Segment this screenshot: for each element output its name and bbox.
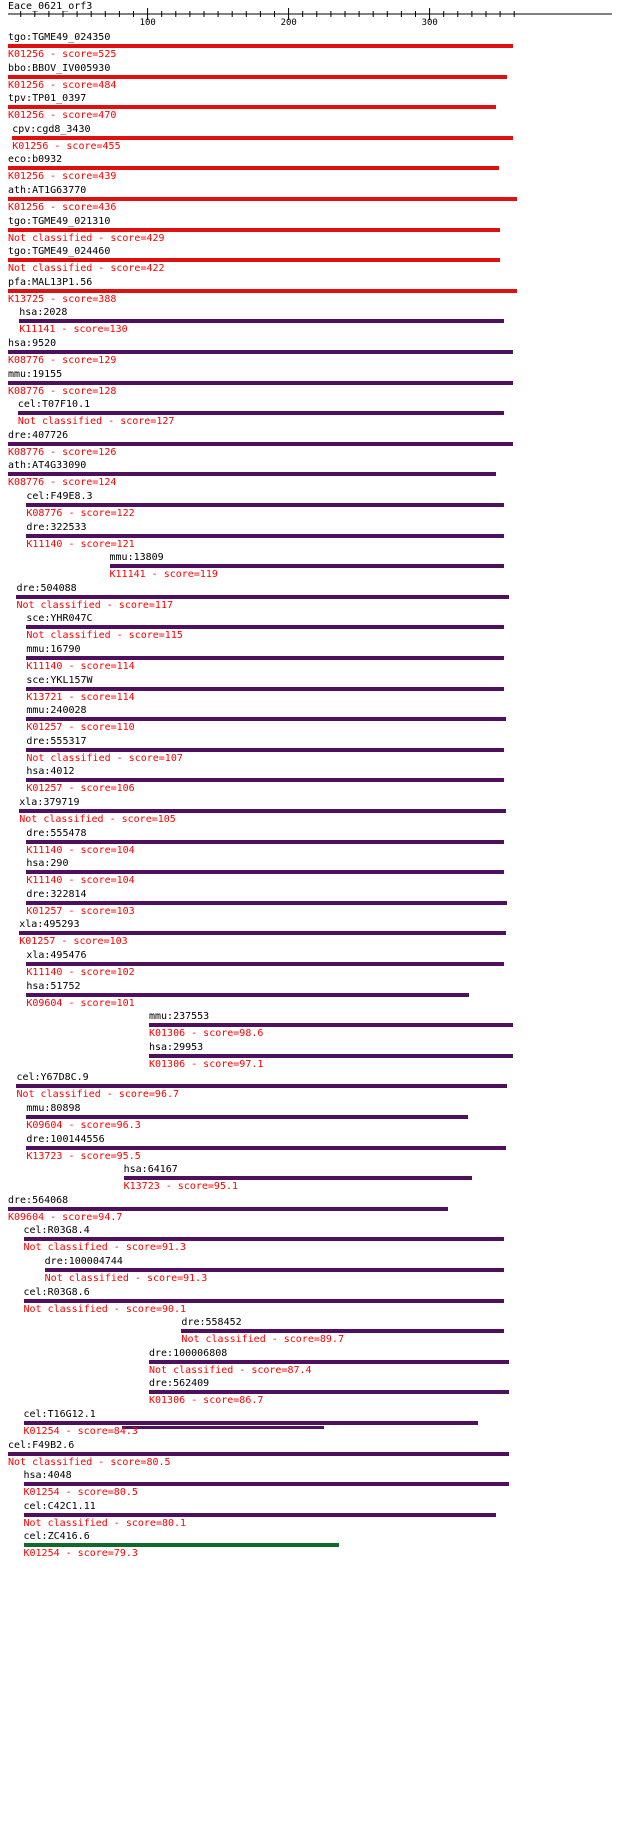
- gene-name[interactable]: ath:AT4G33090: [8, 460, 87, 472]
- gene-name[interactable]: hsa:9520: [8, 338, 57, 349]
- ko-score-label: K11140 - score=104: [26, 844, 135, 856]
- position-ruler: [0, 0, 620, 30]
- alignment-bar[interactable]: [16, 1084, 507, 1088]
- alignment-bar[interactable]: [24, 1482, 509, 1486]
- ko-score-label: K01306 - score=97.1: [149, 1058, 264, 1070]
- ko-score-label: Not classified - score=87.4: [149, 1364, 312, 1376]
- ko-score-label: Not classified - score=105: [19, 814, 176, 825]
- alignment-bar[interactable]: [26, 901, 507, 905]
- gene-name[interactable]: hsa:4048: [23, 1470, 72, 1482]
- alignment-bar[interactable]: [8, 166, 499, 170]
- gene-name[interactable]: ath:AT1G63770: [8, 185, 87, 196]
- ko-score-label: K01256 - score=484: [8, 79, 117, 91]
- ko-score-label: K01257 - score=103: [19, 936, 128, 948]
- alignment-bar[interactable]: [8, 381, 513, 385]
- gene-name[interactable]: pfa:MAL13P1.56: [8, 276, 93, 288]
- alignment-bar[interactable]: [110, 564, 505, 568]
- gene-name[interactable]: xla:495293: [19, 919, 80, 931]
- ko-score-label: K01256 - score=455: [12, 140, 121, 152]
- gene-name[interactable]: dre:562409: [149, 1378, 210, 1390]
- ko-score-label: K11140 - score=121: [26, 538, 135, 550]
- gene-name[interactable]: xla:495476: [26, 950, 87, 961]
- ko-score-label: K13725 - score=388: [8, 293, 117, 305]
- ko-score-label: K01257 - score=106: [26, 783, 135, 795]
- ko-score-label: K08776 - score=128: [8, 385, 117, 397]
- gene-name[interactable]: dre:555317: [26, 735, 87, 747]
- alignment-bar[interactable]: [24, 1513, 496, 1517]
- alignment-bar[interactable]: [26, 778, 504, 782]
- ko-score-label: Not classified - score=422: [8, 263, 165, 275]
- ko-score-label: K01257 - score=110: [26, 722, 135, 734]
- alignment-bar[interactable]: [19, 931, 505, 935]
- gene-name[interactable]: tgo:TGME49_021310: [8, 215, 111, 227]
- gene-name[interactable]: eco:b0932: [8, 154, 63, 166]
- gene-name[interactable]: cel:T16G12.1: [23, 1409, 96, 1420]
- ko-score-label: K01256 - score=436: [8, 202, 117, 213]
- ko-score-label: K11140 - score=104: [26, 875, 135, 887]
- ko-score-label: K13721 - score=114: [26, 691, 135, 703]
- alignment-bar[interactable]: [26, 503, 504, 507]
- alignment-bar[interactable]: [26, 1146, 505, 1150]
- ko-score-label: Not classified - score=90.1: [23, 1303, 187, 1315]
- alignment-bar[interactable]: [26, 534, 504, 538]
- alignment-bar[interactable]: [26, 962, 504, 966]
- query-title: Eace_0621_orf3: [8, 1, 93, 12]
- alignment-bar[interactable]: [26, 687, 504, 691]
- gene-name[interactable]: dre:555478: [26, 827, 87, 839]
- alignment-bar[interactable]: [8, 1452, 509, 1456]
- gene-name[interactable]: cel:R03G8.6: [23, 1286, 90, 1298]
- ko-score-label: K11141 - score=130: [19, 324, 128, 336]
- alignment-bar[interactable]: [8, 197, 517, 201]
- alignment-bar[interactable]: [8, 442, 513, 446]
- ko-score-label: K01256 - score=439: [8, 171, 117, 183]
- ko-score-label: Not classified - score=91.3: [23, 1242, 187, 1254]
- alignment-bar[interactable]: [26, 717, 505, 721]
- gene-name[interactable]: dre:322533: [26, 521, 87, 533]
- ko-score-label: Not classified - score=80.1: [23, 1517, 187, 1529]
- gene-name[interactable]: cel:F49E8.3: [26, 491, 93, 502]
- gene-name[interactable]: tpv:TP01_0397: [8, 93, 87, 105]
- ko-score-label: K01306 - score=86.7: [149, 1395, 264, 1407]
- alignment-bar[interactable]: [8, 75, 507, 79]
- gene-name[interactable]: dre:504088: [16, 582, 77, 594]
- alignment-bar[interactable]: [26, 1115, 467, 1119]
- ko-score-label: K08776 - score=126: [8, 446, 117, 458]
- alignment-bar[interactable]: [26, 656, 504, 660]
- alignment-bar[interactable]: [8, 258, 500, 262]
- gene-name[interactable]: mmu:19155: [8, 368, 63, 380]
- gene-name[interactable]: mmu:80898: [26, 1103, 81, 1114]
- ko-score-label: K01306 - score=98.6: [149, 1028, 264, 1040]
- alignment-bar[interactable]: [26, 840, 504, 844]
- gene-name[interactable]: sce:YKL157W: [26, 674, 93, 686]
- gene-name[interactable]: dre:558452: [181, 1317, 242, 1329]
- gene-name[interactable]: hsa:290: [26, 858, 69, 870]
- gene-name[interactable]: bbo:BBOV_IV005930: [8, 62, 111, 74]
- gene-name[interactable]: cel:R03G8.4: [23, 1225, 90, 1237]
- alignment-bar[interactable]: [26, 993, 469, 997]
- ko-score-label: K09604 - score=96.3: [26, 1120, 141, 1131]
- ko-score-label: K01254 - score=84.3: [23, 1426, 138, 1437]
- alignment-bar[interactable]: [18, 411, 504, 415]
- alignment-bar[interactable]: [19, 809, 505, 813]
- ko-score-label: Not classified - score=127: [17, 416, 175, 428]
- alignment-bar[interactable]: [26, 625, 504, 629]
- gene-name[interactable]: cpv:cgd8_3430: [12, 123, 91, 135]
- ko-score-label: Not classified - score=96.7: [16, 1089, 180, 1101]
- ko-score-label: K11140 - score=114: [26, 661, 135, 672]
- alignment-bar[interactable]: [149, 1390, 509, 1394]
- gene-name[interactable]: cel:Y67D8C.9: [16, 1072, 89, 1084]
- gene-name[interactable]: dre:564068: [8, 1194, 69, 1206]
- alignment-bar[interactable]: [12, 136, 513, 140]
- gene-name[interactable]: mmu:237553: [149, 1011, 210, 1023]
- ko-score-label: K01257 - score=103: [26, 905, 135, 917]
- ko-score-label: K11140 - score=102: [26, 967, 135, 978]
- ko-score-label: K09604 - score=94.7: [8, 1211, 123, 1223]
- gene-name[interactable]: xla:379719: [19, 797, 80, 808]
- ko-score-label: Not classified - score=107: [26, 752, 183, 764]
- ko-score-label: Not classified - score=80.5: [8, 1456, 171, 1468]
- alignment-bar[interactable]: [8, 105, 496, 109]
- alignment-bar[interactable]: [19, 319, 504, 323]
- gene-name[interactable]: hsa:2028: [19, 307, 68, 319]
- gene-name[interactable]: mmu:13809: [109, 552, 164, 564]
- ko-score-label: K01254 - score=79.3: [23, 1548, 138, 1560]
- alignment-bar[interactable]: [24, 1543, 340, 1547]
- ruler-tick-label: 100: [139, 18, 156, 28]
- alignment-bar[interactable]: [26, 870, 504, 874]
- gene-name[interactable]: cel:T07F10.1: [17, 399, 91, 411]
- ko-score-label: Not classified - score=91.3: [44, 1273, 208, 1284]
- gene-name[interactable]: cel:C42C1.11: [23, 1500, 96, 1512]
- ruler-tick-label: 300: [421, 18, 438, 28]
- alignment-bar[interactable]: [149, 1023, 513, 1027]
- alignment-bar[interactable]: [24, 1421, 478, 1425]
- alignment-bar[interactable]: [8, 44, 513, 48]
- gene-name[interactable]: mmu:16790: [26, 644, 81, 655]
- alignment-bar[interactable]: [8, 1207, 448, 1211]
- alignment-bar[interactable]: [124, 1176, 472, 1180]
- gene-name[interactable]: cel:ZC416.6: [23, 1531, 90, 1543]
- gene-name[interactable]: hsa:51752: [26, 980, 81, 992]
- alignment-bar[interactable]: [8, 289, 517, 293]
- gene-name[interactable]: tgo:TGME49_024460: [8, 246, 111, 258]
- alignment-sub-bar[interactable]: [122, 1426, 324, 1429]
- ko-score-label: K01254 - score=80.5: [23, 1487, 138, 1499]
- gene-name[interactable]: mmu:240028: [26, 705, 87, 717]
- alignment-bar[interactable]: [24, 1237, 505, 1241]
- alignment-bar[interactable]: [45, 1268, 505, 1272]
- gene-name[interactable]: hsa:64167: [123, 1164, 178, 1176]
- gene-name[interactable]: dre:100006808: [149, 1347, 228, 1359]
- gene-name[interactable]: hsa:29953: [149, 1041, 204, 1053]
- gene-name[interactable]: dre:407726: [8, 429, 69, 441]
- gene-name[interactable]: dre:100004744: [44, 1256, 123, 1267]
- gene-name[interactable]: tgo:TGME49_024350: [8, 32, 111, 43]
- gene-name[interactable]: sce:YHR047C: [26, 613, 93, 625]
- ruler-tick-label: 200: [280, 18, 297, 28]
- ko-score-label: K08776 - score=129: [8, 355, 117, 366]
- gene-name[interactable]: hsa:4012: [26, 766, 75, 778]
- alignment-bar[interactable]: [16, 595, 508, 599]
- alignment-bar[interactable]: [149, 1054, 513, 1058]
- alignment-bar[interactable]: [8, 472, 496, 476]
- alignment-bar[interactable]: [24, 1299, 505, 1303]
- alignment-bar[interactable]: [8, 350, 513, 354]
- gene-name[interactable]: dre:100144556: [26, 1133, 105, 1145]
- ko-score-label: K01256 - score=525: [8, 49, 117, 60]
- ko-score-label: K09604 - score=101: [26, 997, 135, 1009]
- ko-score-label: Not classified - score=429: [8, 232, 165, 244]
- ko-score-label: K08776 - score=124: [8, 477, 117, 489]
- ko-score-label: K08776 - score=122: [26, 508, 135, 519]
- ko-score-label: K13723 - score=95.1: [123, 1181, 238, 1193]
- alignment-bar[interactable]: [181, 1329, 504, 1333]
- ko-score-label: K01256 - score=470: [8, 110, 117, 122]
- alignment-bar[interactable]: [149, 1360, 509, 1364]
- ko-score-label: Not classified - score=117: [16, 599, 173, 611]
- ko-score-label: K11141 - score=119: [109, 569, 218, 581]
- alignment-bar[interactable]: [8, 228, 500, 232]
- ko-score-label: Not classified - score=115: [26, 630, 183, 642]
- gene-name[interactable]: dre:322814: [26, 888, 87, 900]
- ko-score-label: K13723 - score=95.5: [26, 1150, 141, 1162]
- ko-score-label: Not classified - score=89.7: [181, 1334, 344, 1346]
- alignment-bar[interactable]: [26, 748, 504, 752]
- gene-name[interactable]: cel:F49B2.6: [8, 1439, 75, 1451]
